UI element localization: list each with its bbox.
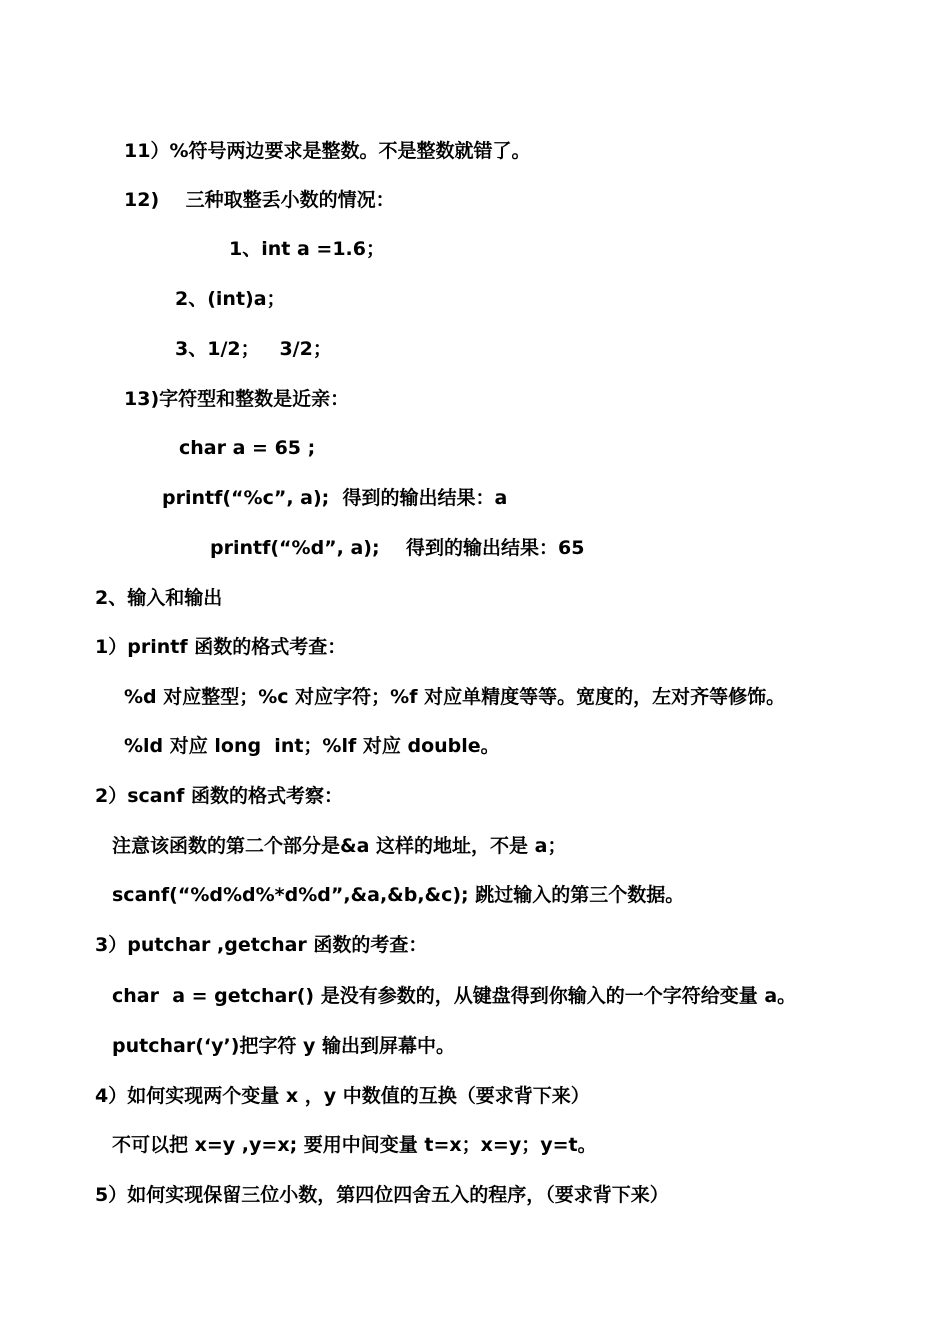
- code-line-printf-char: printf(“%c”, a); 得到的输出结果：a: [162, 487, 508, 509]
- code-line-char-assignment: char a = 65 ;: [179, 437, 316, 459]
- text-line-int-cast-example: 1、int a =1.6；: [229, 238, 385, 260]
- text-line-long-double-specifiers: %ld 对应 long int；%lf 对应 double。: [124, 735, 500, 757]
- code-line-putchar-example: putchar(‘y’)把字符 y 输出到屏幕中。: [112, 1035, 455, 1057]
- code-line-printf-int: printf(“%d”, a); 得到的输出结果：65: [210, 537, 585, 559]
- text-line-printf-format: 1）printf 函数的格式考查：: [95, 636, 347, 658]
- text-line-format-specifiers: %d 对应整型；%c 对应字符；%f 对应单精度等等。宽度的，左对齐等修饰。: [124, 686, 786, 708]
- section-heading-input-output: 2、输入和输出: [95, 587, 223, 609]
- text-line-swap-variables: 4）如何实现两个变量 x ，y 中数值的互换（要求背下来）: [95, 1085, 590, 1107]
- text-line-item-12: 12) 三种取整丢小数的情况：: [124, 189, 395, 211]
- text-line-scanf-format: 2）scanf 函数的格式考察：: [95, 785, 344, 807]
- text-line-explicit-cast-example: 2、(int)a；: [175, 288, 286, 310]
- text-line-item-13: 13)字符型和整数是近亲：: [124, 388, 350, 410]
- text-line-scanf-address-note: 注意该函数的第二个部分是&a 这样的地址，不是 a；: [112, 835, 567, 857]
- code-line-getchar-example: char a = getchar() 是没有参数的，从键盘得到你输入的一个字符给变量 a。: [112, 985, 797, 1007]
- text-line-swap-method: 不可以把 x=y ,y=x; 要用中间变量 t=x；x=y；y=t。: [112, 1134, 597, 1156]
- code-line-scanf-skip-example: scanf(“%d%d%*d%d”,&a,&b,&c); 跳过输入的第三个数据。: [112, 884, 685, 906]
- text-line-integer-division-example: 3、1/2； 3/2；: [175, 338, 332, 360]
- text-line-putchar-getchar: 3）putchar ,getchar 函数的考查：: [95, 934, 428, 956]
- text-line-item-11: 11）%符号两边要求是整数。不是整数就错了。: [124, 140, 531, 162]
- text-line-rounding-program: 5）如何实现保留三位小数，第四位四舍五入的程序，（要求背下来）: [95, 1184, 669, 1206]
